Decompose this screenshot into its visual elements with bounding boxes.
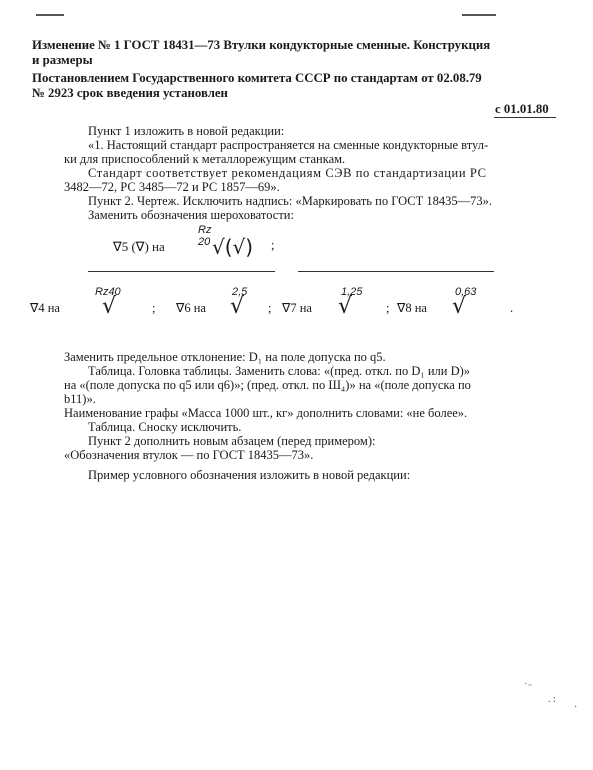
header-line-1: Изменение № 1 ГОСТ 18431—73 Втулки кондукторные сменные. Конструкция [32,38,491,52]
paragraph-6: Пункт 2. Чертеж. Исключить надпись: «Маркировать по ГОСТ 18435—73». [88,194,493,208]
print-speck: ˙⁻ [524,682,533,693]
print-speck: · [574,702,578,713]
paragraph-9: Таблица. Головка таблицы. Заменить слова: «(пред. откл. по D₁ или D)» [88,364,471,378]
roughness-check-icon: √ [102,294,117,319]
print-speck: . : [548,694,556,705]
roughness-param-6: 2,5 [232,286,248,298]
roughness-param-8: 0,63 [455,286,477,298]
roughness-sep-1: ; [271,238,275,252]
paragraph-3: ки для приспособлений к металлорежущим станкам. [64,152,346,166]
paragraph-1: Пункт 1 изложить в новой редакции: [88,124,285,138]
top-right-mark [462,14,496,16]
roughness-check-icon: √ [338,294,353,319]
paragraph-15: «Обозначения втулок — по ГОСТ 18435—73». [64,448,314,462]
roughness-sep-6: ; [268,301,272,315]
effective-date: с 01.01.80 [495,102,549,116]
date-underline [494,117,556,118]
paragraph-16: Пример условного обозначения изложить в новой редакции: [88,468,411,482]
roughness-param-7: 1,25 [341,286,363,298]
roughness-param-4: Rz40 [95,286,121,298]
paragraph-11: b11)». [64,392,96,406]
paragraph-8: Заменить предельное отклонение: D₁ на поле допуска по q5. [64,350,386,364]
top-left-mark [36,14,64,16]
roughness-sep-7: ; [386,301,390,315]
divider-right [298,271,494,272]
header-line-3: Постановлением Государственного комитета СССР по стандартам от 02.08.79 [32,71,482,85]
paragraph-2: «1. Настоящий стандарт распространяется на сменные кондукторные втул- [88,138,489,152]
paragraph-10: на «(поле допуска по q5 или q6)»; (пред. откл. по Ш₄)» на «(поле допуска по [64,378,471,392]
roughness-param-1: Rz 20 [198,224,212,248]
divider-left [88,271,275,272]
roughness-check-icon: √(√) [212,235,254,259]
roughness-check-icon: √ [452,294,467,319]
paragraph-14: Пункт 2 дополнить новым абзацем (перед примером): [88,434,376,448]
roughness-old-1: ∇5 (∇) на [113,239,165,254]
roughness-sep-8: . [510,301,514,315]
roughness-old-4: ∇4 на [30,301,60,315]
roughness-sep-4: ; [152,301,156,315]
roughness-check-icon: √ [230,294,245,319]
paragraph-7: Заменить обозначения шероховатости: [88,208,294,222]
header-line-2: и размеры [32,53,93,67]
paragraph-5: 3482—72, РС 3485—72 и РС 1857—69». [64,180,280,194]
roughness-old-7: ∇7 на [282,301,312,315]
roughness-old-6: ∇6 на [176,301,206,315]
paragraph-4: Стандарт соответствует рекомендациям СЭВ по стандартизации РС [88,166,487,180]
header-line-4: № 2923 срок введения установлен [32,86,228,100]
paragraph-12: Наименование графы «Масса 1000 шт., кг» дополнить словами: «не более». [64,406,468,420]
roughness-old-8: ∇8 на [397,301,427,315]
paragraph-13: Таблица. Сноску исключить. [88,420,242,434]
